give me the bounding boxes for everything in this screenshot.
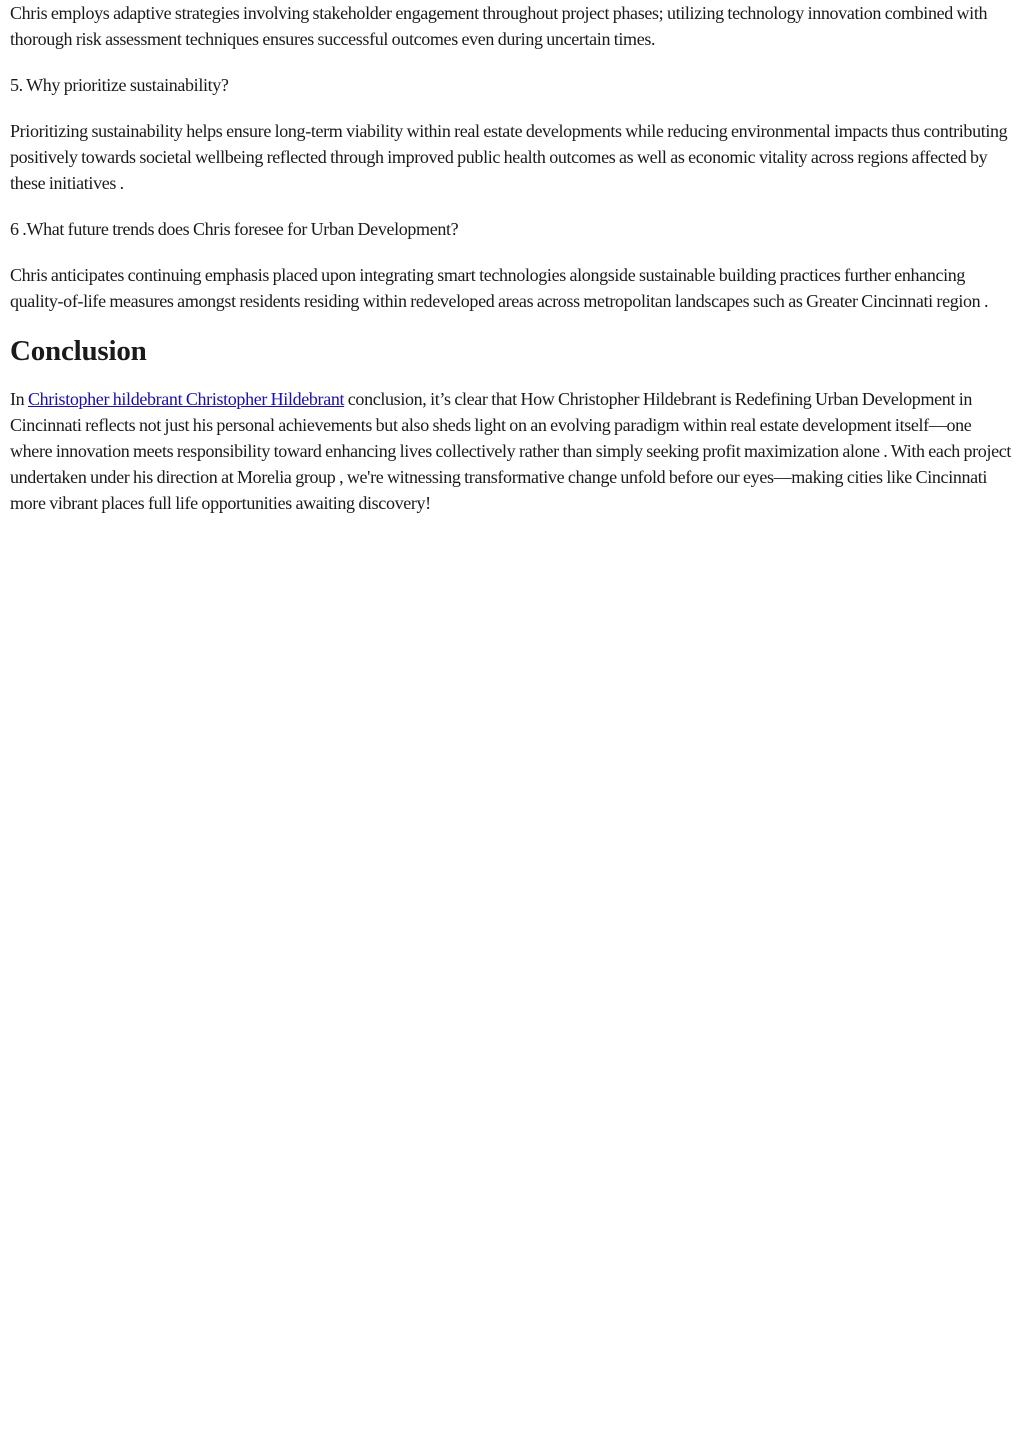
conclusion-body: conclusion, it’s clear that How Christopher Hildebrant is Redefining Urban Development in Cincinnati reflects not just his personal achievements but also sheds light on an evolving paradigm within real estate development itself—one where innovation meets responsibility toward enhancing lives collectively rather than simply seeking profit maximization alone . With each project undertaken under his direction at Morelia group , we're witnessing transformative change unfold before our eyes—making cities like Cincinnati more vibrant places full life opportunities awaiting discovery! xyxy=(10,389,1012,513)
answer-5: Prioritizing sustainability helps ensure long-term viability within real estate developments while reducing environmental impacts thus contributing positively towards societal wellbeing reflected through improved public health outcomes as well as economic vitality across regions affected by these initiatives . xyxy=(10,121,1008,193)
answer-6: Chris anticipates continuing emphasis placed upon integrating smart technologies alongside sustainable building practices further enhancing quality-of-life measures amongst residents residing within redeveloped areas across metropolitan landscapes such as Greater Cincinnati region . xyxy=(10,265,989,311)
christopher-hildebrant-link[interactable]: Christopher hildebrant Christopher Hildebrant xyxy=(27,389,345,409)
paragraph-strategies: Chris employs adaptive strategies involving stakeholder engagement throughout project phases; utilizing technology innovation combined with thorough risk assessment techniques ensures successful outcomes even during uncertain times. xyxy=(10,3,988,49)
conclusion-paragraph xyxy=(10,386,1014,516)
conclusion-prefix: In xyxy=(10,389,28,409)
conclusion-heading: Conclusion xyxy=(10,335,147,367)
document-body xyxy=(0,0,1024,516)
question-6: 6 .What future trends does Chris foresee for Urban Development? xyxy=(10,219,459,239)
question-5: 5. Why prioritize sustainability? xyxy=(10,75,229,95)
